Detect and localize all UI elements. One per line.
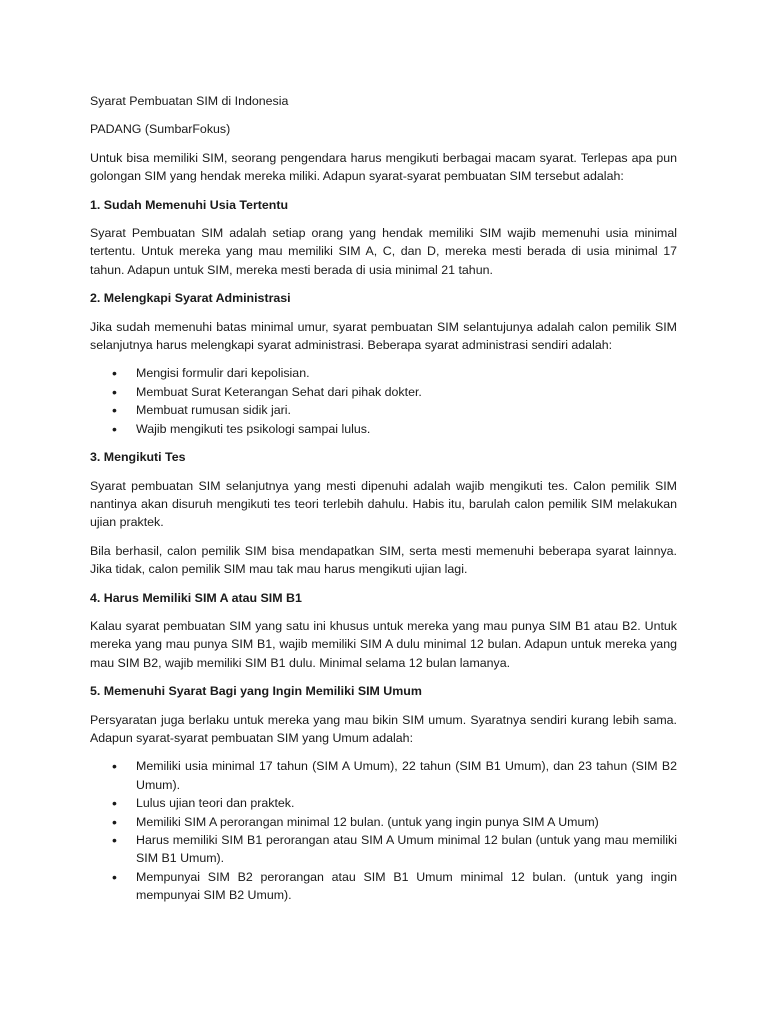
section-1-heading: 1. Sudah Memenuhi Usia Tertentu bbox=[90, 197, 289, 212]
list-item: • Harus memiliki SIM B1 perorangan atau SIM A Umum minimal 12 bulan (untuk yang mau memiliki SIM B1 Umum). bbox=[90, 831, 677, 868]
list-item: • Membuat Surat Keterangan Sehat dari pihak dokter. bbox=[90, 383, 677, 401]
intro-paragraph: Untuk bisa memiliki SIM, seorang pengendara harus mengikuti berbagai macam syarat. Terlepas apa pun golongan SIM yang hendak mereka miliki. Adapun syarat-syarat pembuatan SIM tersebut adalah: bbox=[90, 150, 677, 184]
section-3-paragraph-1: Syarat pembuatan SIM selanjutnya yang mesti dipenuhi adalah wajib mengikuti tes. Calon pemilik SIM nantinya akan disuruh mengikuti tes teori terlebih dahulu. Habis itu, barulah calon pemilik SIM melakukan ujian praktek. bbox=[90, 478, 677, 530]
section-2-paragraph: Jika sudah memenuhi batas minimal umur, syarat pembuatan SIM selantujunya adalah calon pemilik SIM selanjutnya harus melengkapi syarat administrasi. Beberapa syarat administrasi sendiri adalah: bbox=[90, 319, 677, 353]
section-2-list bbox=[90, 364, 677, 438]
section-3-paragraph-2: Bila berhasil, calon pemilik SIM bisa mendapatkan SIM, serta mesti memenuhi beberapa syarat lainnya. Jika tidak, calon pemilik SIM mau tak mau harus mengikuti ujian lagi. bbox=[90, 543, 677, 577]
section-4-paragraph: Kalau syarat pembuatan SIM yang satu ini khusus untuk mereka yang mau punya SIM B1 atau B2. Untuk mereka yang mau punya SIM B1, wajib memiliki SIM A dulu minimal 12 bulan. Adapun untuk mereka yang mau SIM B2, wajib memiliki SIM B1 dulu. Minimal selama 12 bulan lamanya. bbox=[90, 618, 677, 670]
list-item: • Membuat rumusan sidik jari. bbox=[90, 401, 677, 419]
section-1-paragraph: Syarat Pembuatan SIM adalah setiap orang yang hendak memiliki SIM wajib memenuhi usia minimal tertentu. Untuk mereka yang mau memiliki SIM A, C, dan D, mereka mesti berada di usia minimal 17 tahun. Adapun untuk SIM, mereka mesti berada di usia minimal 21 tahun. bbox=[90, 226, 677, 277]
list-item: • Memiliki usia minimal 17 tahun (SIM A Umum), 22 tahun (SIM B1 Umum), dan 23 tahun (SIM B2 Umum). bbox=[90, 757, 677, 794]
section-5-paragraph: Persyaratan juga berlaku untuk mereka yang mau bikin SIM umum. Syaratnya sendiri kurang lebih sama. Adapun syarat-syarat pembuatan SIM yang Umum adalah: bbox=[90, 712, 677, 745]
list-item: • Wajib mengikuti tes psikologi sampai lulus. bbox=[90, 420, 677, 438]
byline: PADANG (SumbarFokus) bbox=[90, 122, 231, 137]
document-page bbox=[90, 92, 677, 915]
section-4-heading: 4. Harus Memiliki SIM A atau SIM B1 bbox=[90, 590, 302, 605]
list-item: • Lulus ujian teori dan praktek. bbox=[90, 794, 677, 812]
document-title: Syarat Pembuatan SIM di Indonesia bbox=[90, 94, 289, 108]
list-item: • Mempunyai SIM B2 perorangan atau SIM B1 Umum minimal 12 bulan. (untuk yang ingin mempunyai SIM B2 Umum). bbox=[90, 868, 677, 905]
list-item: • Mengisi formulir dari kepolisian. bbox=[90, 364, 677, 382]
section-5-heading: 5. Memenuhi Syarat Bagi yang Ingin Memiliki SIM Umum bbox=[90, 684, 422, 699]
section-5-list bbox=[90, 757, 677, 904]
section-3-heading: 3. Mengikuti Tes bbox=[90, 450, 186, 465]
section-2-heading: 2. Melengkapi Syarat Administrasi bbox=[90, 291, 291, 306]
list-item: • Memiliki SIM A perorangan minimal 12 bulan. (untuk yang ingin punya SIM A Umum) bbox=[90, 813, 677, 831]
